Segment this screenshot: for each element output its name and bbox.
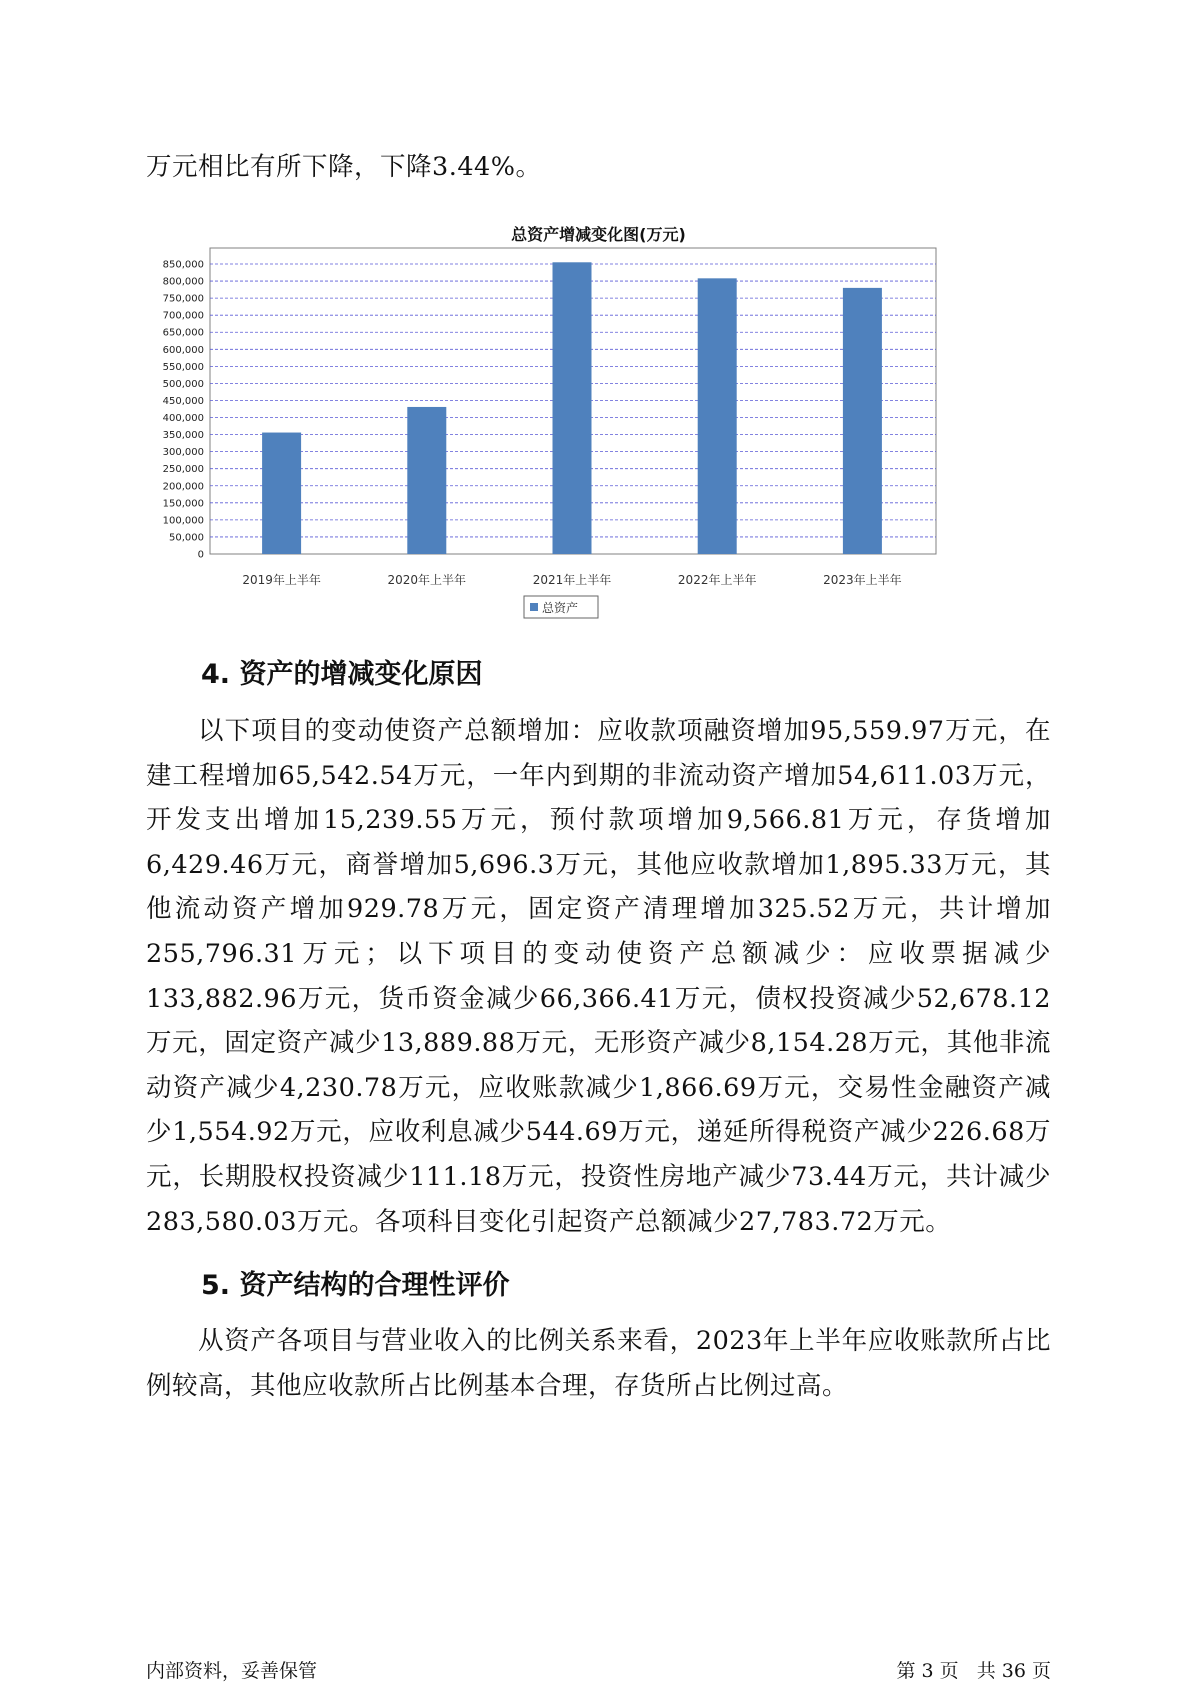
y-tick-label: 200,000 (162, 481, 204, 493)
x-tick-label: 2022年上半年 (677, 573, 757, 587)
legend-swatch (530, 603, 538, 611)
x-tick-label: 2019年上半年 (242, 573, 321, 587)
y-tick-label: 350,000 (162, 430, 204, 442)
bar (698, 278, 737, 554)
x-tick-label: 2020年上半年 (387, 573, 467, 587)
y-tick-label: 100,000 (162, 515, 204, 527)
section-5-heading: 5. 资产结构的合理性评价 (201, 1270, 510, 1301)
y-tick-label: 50,000 (169, 532, 204, 544)
section-4-paragraph: 以下项目的变动使资产总额增加：应收款项融资增加95,559.97万元，在建工程增加65,542.54万元，一年内到期的非流动资产增加54,611.03万元，开发支出增加15,239.55万元，预付款项增加9,566.81万元，存货增加6,429.46万元，商誉增加5,696.3万元，其他应收款增加1,895.33万元，其他流动资产增加929.78万元，固定资产清理增加325.52万元，共计增加255,796.31万元；以下项目的变动使资产总额减少：应收票据减少133,882.96万元，货币资金减少66,366.41万元，债权投资减少52,678.12万元，固定资产减少13,889.88万元，无形资产减少8,154.28万元，其他非流动资产减少4,230.78万元，应收账款减少1,866.69万元，交易性金融资产减少1,554.92万元，应收利息减少544.69万元，递延所得税资产减少226.68万元，长期股权投资减少111.18万元，投资性房地产减少73.44万元，共计减少283,580.03万元。各项科目变化引起资产总额减少27,783.72万元。 (146, 716, 1051, 1237)
y-tick-label: 500,000 (162, 378, 204, 390)
x-tick-label: 2023年上半年 (823, 573, 902, 587)
y-tick-label: 850,000 (162, 259, 204, 271)
footer-page-number: 第 3 页 共 36 页 (896, 1660, 1051, 1682)
legend-label: 总资产 (542, 601, 579, 615)
bar (407, 407, 446, 554)
y-tick-label: 400,000 (162, 413, 204, 425)
bar (843, 288, 882, 554)
x-tick-label: 2021年上半年 (532, 573, 612, 587)
top-paragraph: 万元相比有所下降，下降3.44%。 (146, 152, 542, 182)
footer-left: 内部资料，妥善保管 (146, 1660, 318, 1682)
y-tick-label: 600,000 (162, 344, 204, 356)
total-assets-bar-chart (146, 240, 1051, 630)
y-tick-label: 750,000 (162, 293, 204, 305)
y-tick-label: 450,000 (162, 395, 204, 407)
y-tick-label: 0 (197, 549, 204, 561)
section-4-heading: 4. 资产的增减变化原因 (201, 659, 483, 690)
bar (262, 433, 301, 554)
y-tick-label: 700,000 (162, 310, 204, 322)
y-tick-label: 250,000 (162, 464, 204, 476)
chart-title: 总资产增减变化图(万元) (511, 225, 686, 244)
y-tick-label: 800,000 (162, 276, 204, 288)
y-tick-label: 650,000 (162, 327, 204, 339)
y-tick-label: 550,000 (162, 361, 204, 373)
section-5-paragraph: 从资产各项目与营业收入的比例关系来看，2023年上半年应收账款所占比例较高，其他应收款所占比例基本合理，存货所占比例过高。 (146, 1326, 1051, 1401)
y-tick-label: 300,000 (162, 447, 204, 459)
bar (553, 262, 592, 554)
y-tick-label: 150,000 (162, 498, 204, 510)
